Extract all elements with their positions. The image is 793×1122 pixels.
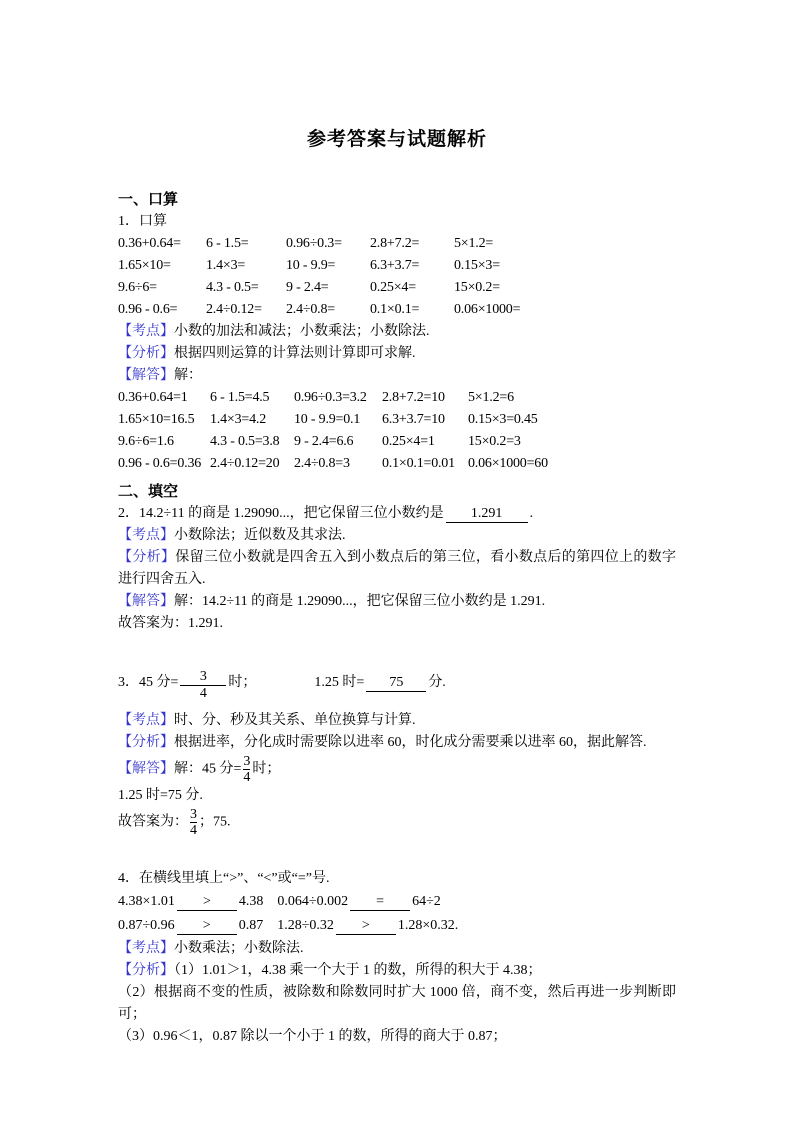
problem-cell: 2.4÷0.8= bbox=[286, 302, 335, 317]
cmp-right: 64÷2 bbox=[412, 894, 441, 909]
kaodian-text: 时、分、秒及其关系、单位换算与计算. bbox=[174, 713, 416, 728]
q3-answer-blank: 75 bbox=[366, 675, 426, 692]
section-2-heading: 二、填空 bbox=[118, 484, 179, 500]
fenxi-line bbox=[118, 732, 676, 754]
fraction-denominator: 4 bbox=[243, 770, 251, 785]
problem-cell: 2.4÷0.12= bbox=[206, 302, 262, 317]
q3-text-pre: 3．45 分= bbox=[118, 675, 179, 690]
section-1-heading: 一、口算 bbox=[118, 192, 179, 208]
answer-cell: 0.15×3=0.45 bbox=[468, 412, 538, 427]
problem-cell: 1.4×3= bbox=[206, 258, 246, 273]
fenxi-label: 【分析】 bbox=[118, 346, 174, 361]
fraction-denominator: 4 bbox=[199, 686, 207, 701]
kaodian-line bbox=[118, 938, 676, 960]
jieda-text: 解： bbox=[174, 368, 202, 383]
question-2-statement bbox=[118, 503, 676, 525]
cmp-right: 4.38 bbox=[238, 894, 264, 909]
q3-final-answer bbox=[118, 807, 676, 838]
answer-cell: 0.36+0.64=1 bbox=[118, 390, 188, 405]
problem-cell: 0.15×3= bbox=[454, 258, 500, 273]
question-4-statement: 4．在横线里填上“>”、“<”或“=”号. bbox=[118, 871, 330, 886]
cmp-left: 0.87÷0.96 bbox=[118, 918, 175, 933]
cmp-symbol-blank: > bbox=[177, 918, 237, 935]
fenxi-text: 根据四则运算的计算法则计算即可求解. bbox=[174, 346, 416, 361]
kaodian-line bbox=[118, 710, 676, 732]
q2-text-post: . bbox=[529, 506, 534, 521]
answer-cell: 0.1×0.1=0.01 bbox=[382, 456, 455, 471]
jieda-line bbox=[118, 754, 676, 785]
fenxi-paragraph bbox=[118, 547, 676, 591]
kaodian-text: 小数乘法；小数除法. bbox=[174, 941, 304, 956]
cmp-right: 0.87 bbox=[238, 918, 264, 933]
q3-part2-pre: 1.25 时= bbox=[314, 675, 365, 690]
jieda-label: 【解答】 bbox=[118, 761, 174, 777]
kaodian-line bbox=[118, 525, 676, 547]
answer-cell: 1.65×10=16.5 bbox=[118, 412, 195, 427]
kaodian-label: 【考点】 bbox=[118, 324, 174, 339]
problem-cell: 5×1.2= bbox=[454, 236, 494, 251]
cmp-left: 4.38×1.01 bbox=[118, 894, 175, 909]
q3-line2: 1.25 时=75 分. bbox=[118, 788, 203, 803]
question-1-label: 1．口算 bbox=[118, 214, 167, 229]
q3-text-mid: 时； bbox=[228, 675, 257, 690]
problem-cell: 0.06×1000= bbox=[454, 302, 521, 317]
fenxi-line bbox=[118, 343, 676, 365]
answer-cell: 5×1.2=6 bbox=[468, 390, 514, 405]
answer-cell: 6.3+3.7=10 bbox=[382, 412, 445, 427]
fenxi-continuation: （3）0.96＜1，0.87 除以一个小于 1 的数，所得的商大于 0.87； bbox=[118, 1029, 507, 1044]
fenxi-label: 【分析】 bbox=[118, 550, 176, 565]
answer-cell: 2.4÷0.12=20 bbox=[210, 456, 280, 471]
problem-cell: 4.3 - 0.5= bbox=[206, 280, 259, 295]
fraction bbox=[190, 807, 197, 838]
cmp-symbol-blank: = bbox=[350, 894, 410, 911]
cmp-symbol-blank: > bbox=[336, 918, 396, 935]
fenxi-label: 【分析】 bbox=[118, 963, 174, 978]
q2-final-answer: 故答案为：1.291. bbox=[118, 616, 223, 631]
jieda-text: 解：14.2÷11 的商是 1.29090...，把它保留三位小数约是 1.291. bbox=[174, 594, 546, 609]
problem-cell: 6.3+3.7= bbox=[370, 258, 420, 273]
answer-cell: 9 - 2.4=6.6 bbox=[294, 434, 354, 449]
answer-cell: 2.8+7.2=10 bbox=[382, 390, 445, 405]
problem-cell: 6 - 1.5= bbox=[206, 236, 249, 251]
jieda-text-post: 时； bbox=[252, 761, 281, 777]
problem-cell: 0.1×0.1= bbox=[370, 302, 420, 317]
oral-problems-grid bbox=[118, 233, 676, 321]
problem-cell: 0.36+0.64= bbox=[118, 236, 181, 251]
page-title: 参考答案与试题解析 bbox=[306, 129, 487, 150]
oral-answers-grid bbox=[118, 387, 676, 475]
answer-cell: 0.06×1000=60 bbox=[468, 456, 548, 471]
problem-cell: 0.25×4= bbox=[370, 280, 416, 295]
jieda-label: 【解答】 bbox=[118, 368, 174, 383]
q3-part2 bbox=[314, 675, 445, 690]
answer-cell: 0.96 - 0.6=0.36 bbox=[118, 456, 202, 471]
comparison-row bbox=[118, 914, 676, 938]
problem-cell: 9.6÷6= bbox=[118, 280, 157, 295]
fraction-blank bbox=[180, 669, 226, 701]
fenxi-text: （1）1.01＞1，4.38 乘一个大于 1 的数，所得的积大于 4.38； bbox=[174, 963, 542, 978]
answer-cell: 10 - 9.9=0.1 bbox=[294, 412, 361, 427]
problem-cell: 9 - 2.4= bbox=[286, 280, 329, 295]
jieda-text-pre: 解：45 分= bbox=[174, 761, 242, 777]
kaodian-label: 【考点】 bbox=[118, 528, 174, 543]
kaodian-label: 【考点】 bbox=[118, 941, 174, 956]
cmp-symbol-blank: > bbox=[177, 894, 237, 911]
jieda-line bbox=[118, 365, 676, 387]
problem-cell: 0.96 - 0.6= bbox=[118, 302, 178, 317]
answer-cell: 0.25×4=1 bbox=[382, 434, 435, 449]
problem-cell: 2.8+7.2= bbox=[370, 236, 420, 251]
q3-part2-post: 分. bbox=[428, 675, 446, 690]
fraction bbox=[243, 754, 250, 785]
answer-cell: 15×0.2=3 bbox=[468, 434, 521, 449]
answer-cell: 9.6÷6=1.6 bbox=[118, 434, 174, 449]
fenxi-label: 【分析】 bbox=[118, 735, 174, 750]
cmp-right: 1.28×0.32. bbox=[397, 918, 459, 933]
cmp-left: 0.064÷0.002 bbox=[277, 894, 349, 909]
fraction-numerator: 3 bbox=[243, 754, 251, 769]
jieda-line bbox=[118, 591, 676, 613]
fraction-denominator: 4 bbox=[190, 823, 197, 838]
answer-cell: 2.4÷0.8=3 bbox=[294, 456, 350, 471]
answer-cell: 1.4×3=4.2 bbox=[210, 412, 266, 427]
fenxi-line bbox=[118, 960, 676, 982]
fraction-numerator: 3 bbox=[190, 807, 197, 822]
problem-cell: 1.65×10= bbox=[118, 258, 171, 273]
kaodian-line bbox=[118, 321, 676, 343]
q2-answer-blank: 1.291 bbox=[446, 506, 528, 523]
question-3-statement bbox=[118, 657, 676, 701]
comparison-row bbox=[118, 890, 676, 914]
answer-cell: 4.3 - 0.5=3.8 bbox=[210, 434, 280, 449]
problem-cell: 15×0.2= bbox=[454, 280, 500, 295]
fenxi-continuation: （2）根据商不变的性质，被除数和除数同时扩大 1000 倍，商不变，然后再进一步判断即可； bbox=[118, 985, 676, 1022]
q3-answer-post: ；75. bbox=[199, 814, 231, 830]
q2-text-pre: 2．14.2÷11 的商是 1.29090...，把它保留三位小数约是 bbox=[118, 506, 444, 521]
problem-cell: 10 - 9.9= bbox=[286, 258, 336, 273]
document-page bbox=[118, 124, 676, 1048]
cmp-left: 1.28÷0.32 bbox=[277, 918, 334, 933]
answer-cell: 0.96÷0.3=3.2 bbox=[294, 390, 367, 405]
q3-answer-pre: 故答案为： bbox=[118, 814, 188, 830]
kaodian-text: 小数的加法和减法；小数乘法；小数除法. bbox=[174, 324, 430, 339]
kaodian-label: 【考点】 bbox=[118, 713, 174, 728]
kaodian-text: 小数除法；近似数及其求法. bbox=[174, 528, 346, 543]
jieda-label: 【解答】 bbox=[118, 594, 174, 609]
fenxi-text: 根据进率，分化成时需要除以进率 60，时化成分需要乘以进率 60，据此解答. bbox=[174, 735, 647, 750]
problem-cell: 0.96÷0.3= bbox=[286, 236, 342, 251]
fraction-numerator: 3 bbox=[199, 669, 207, 684]
fenxi-text: 保留三位小数就是四舍五入到小数点后的第三位，看小数点后的第四位上的数字进行四舍五入. bbox=[118, 550, 677, 587]
answer-cell: 6 - 1.5=4.5 bbox=[210, 390, 270, 405]
